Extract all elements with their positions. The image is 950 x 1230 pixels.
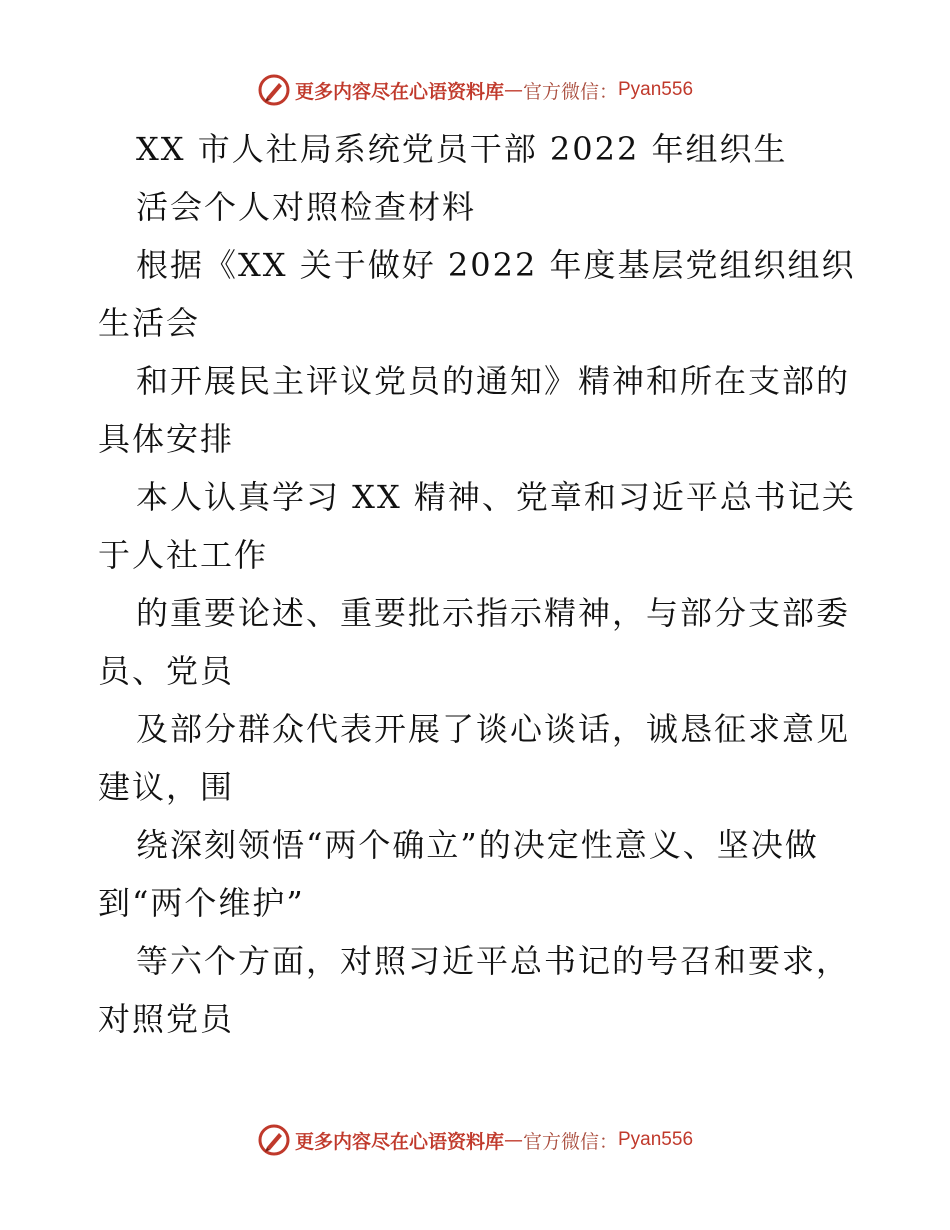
paragraph-line: 根据《XX 关于做好 2022 年度基层党组织组织 — [136, 246, 856, 284]
paragraph-line: 于人社工作 — [98, 536, 269, 574]
paragraph-line: 绕深刻领悟“两个确立”的决定性意义、坚决做 — [136, 826, 819, 864]
document-body — [98, 120, 858, 1048]
banner-separator: — — [503, 1129, 523, 1151]
paragraph-line: 员、党员 — [98, 652, 235, 690]
title-line-1: XX 市人社局系统党员干部 2022 年组织生 — [136, 130, 788, 168]
paragraph-line: 具体安排 — [98, 420, 235, 458]
banner-separator: — — [503, 79, 523, 101]
paragraph-line: 建议，围 — [98, 768, 235, 806]
banner-wechat-id: Pyan556 — [618, 79, 694, 100]
header-banner — [0, 70, 950, 110]
banner-wechat-label: 官方微信： — [522, 1130, 618, 1153]
pen-logo-icon — [257, 1123, 291, 1157]
banner-wechat-label: 官方微信： — [522, 80, 618, 103]
title-line-2: 活会个人对照检查材料 — [136, 188, 477, 226]
footer-banner — [0, 1120, 950, 1160]
paragraph-line: 生活会 — [98, 304, 201, 342]
paragraph-line: 到“两个维护” — [98, 884, 305, 922]
banner-brand: 更多内容尽在心语资料库 — [294, 1130, 504, 1153]
paragraph-line: 本人认真学习 XX 精神、党章和习近平总书记关 — [136, 478, 856, 516]
paragraph-line: 对照党员 — [98, 1000, 235, 1038]
pen-logo-icon — [257, 73, 291, 107]
paragraph-line: 和开展民主评议党员的通知》精神和所在支部的 — [136, 362, 851, 400]
paragraph-line: 的重要论述、重要批示指示精神，与部分支部委 — [136, 594, 851, 632]
banner-wechat-id: Pyan556 — [618, 1129, 694, 1150]
paragraph-line: 等六个方面，对照习近平总书记的号召和要求， — [136, 942, 851, 980]
banner-brand: 更多内容尽在心语资料库 — [294, 80, 504, 103]
paragraph-line: 及部分群众代表开展了谈心谈话，诚恳征求意见 — [136, 710, 851, 748]
